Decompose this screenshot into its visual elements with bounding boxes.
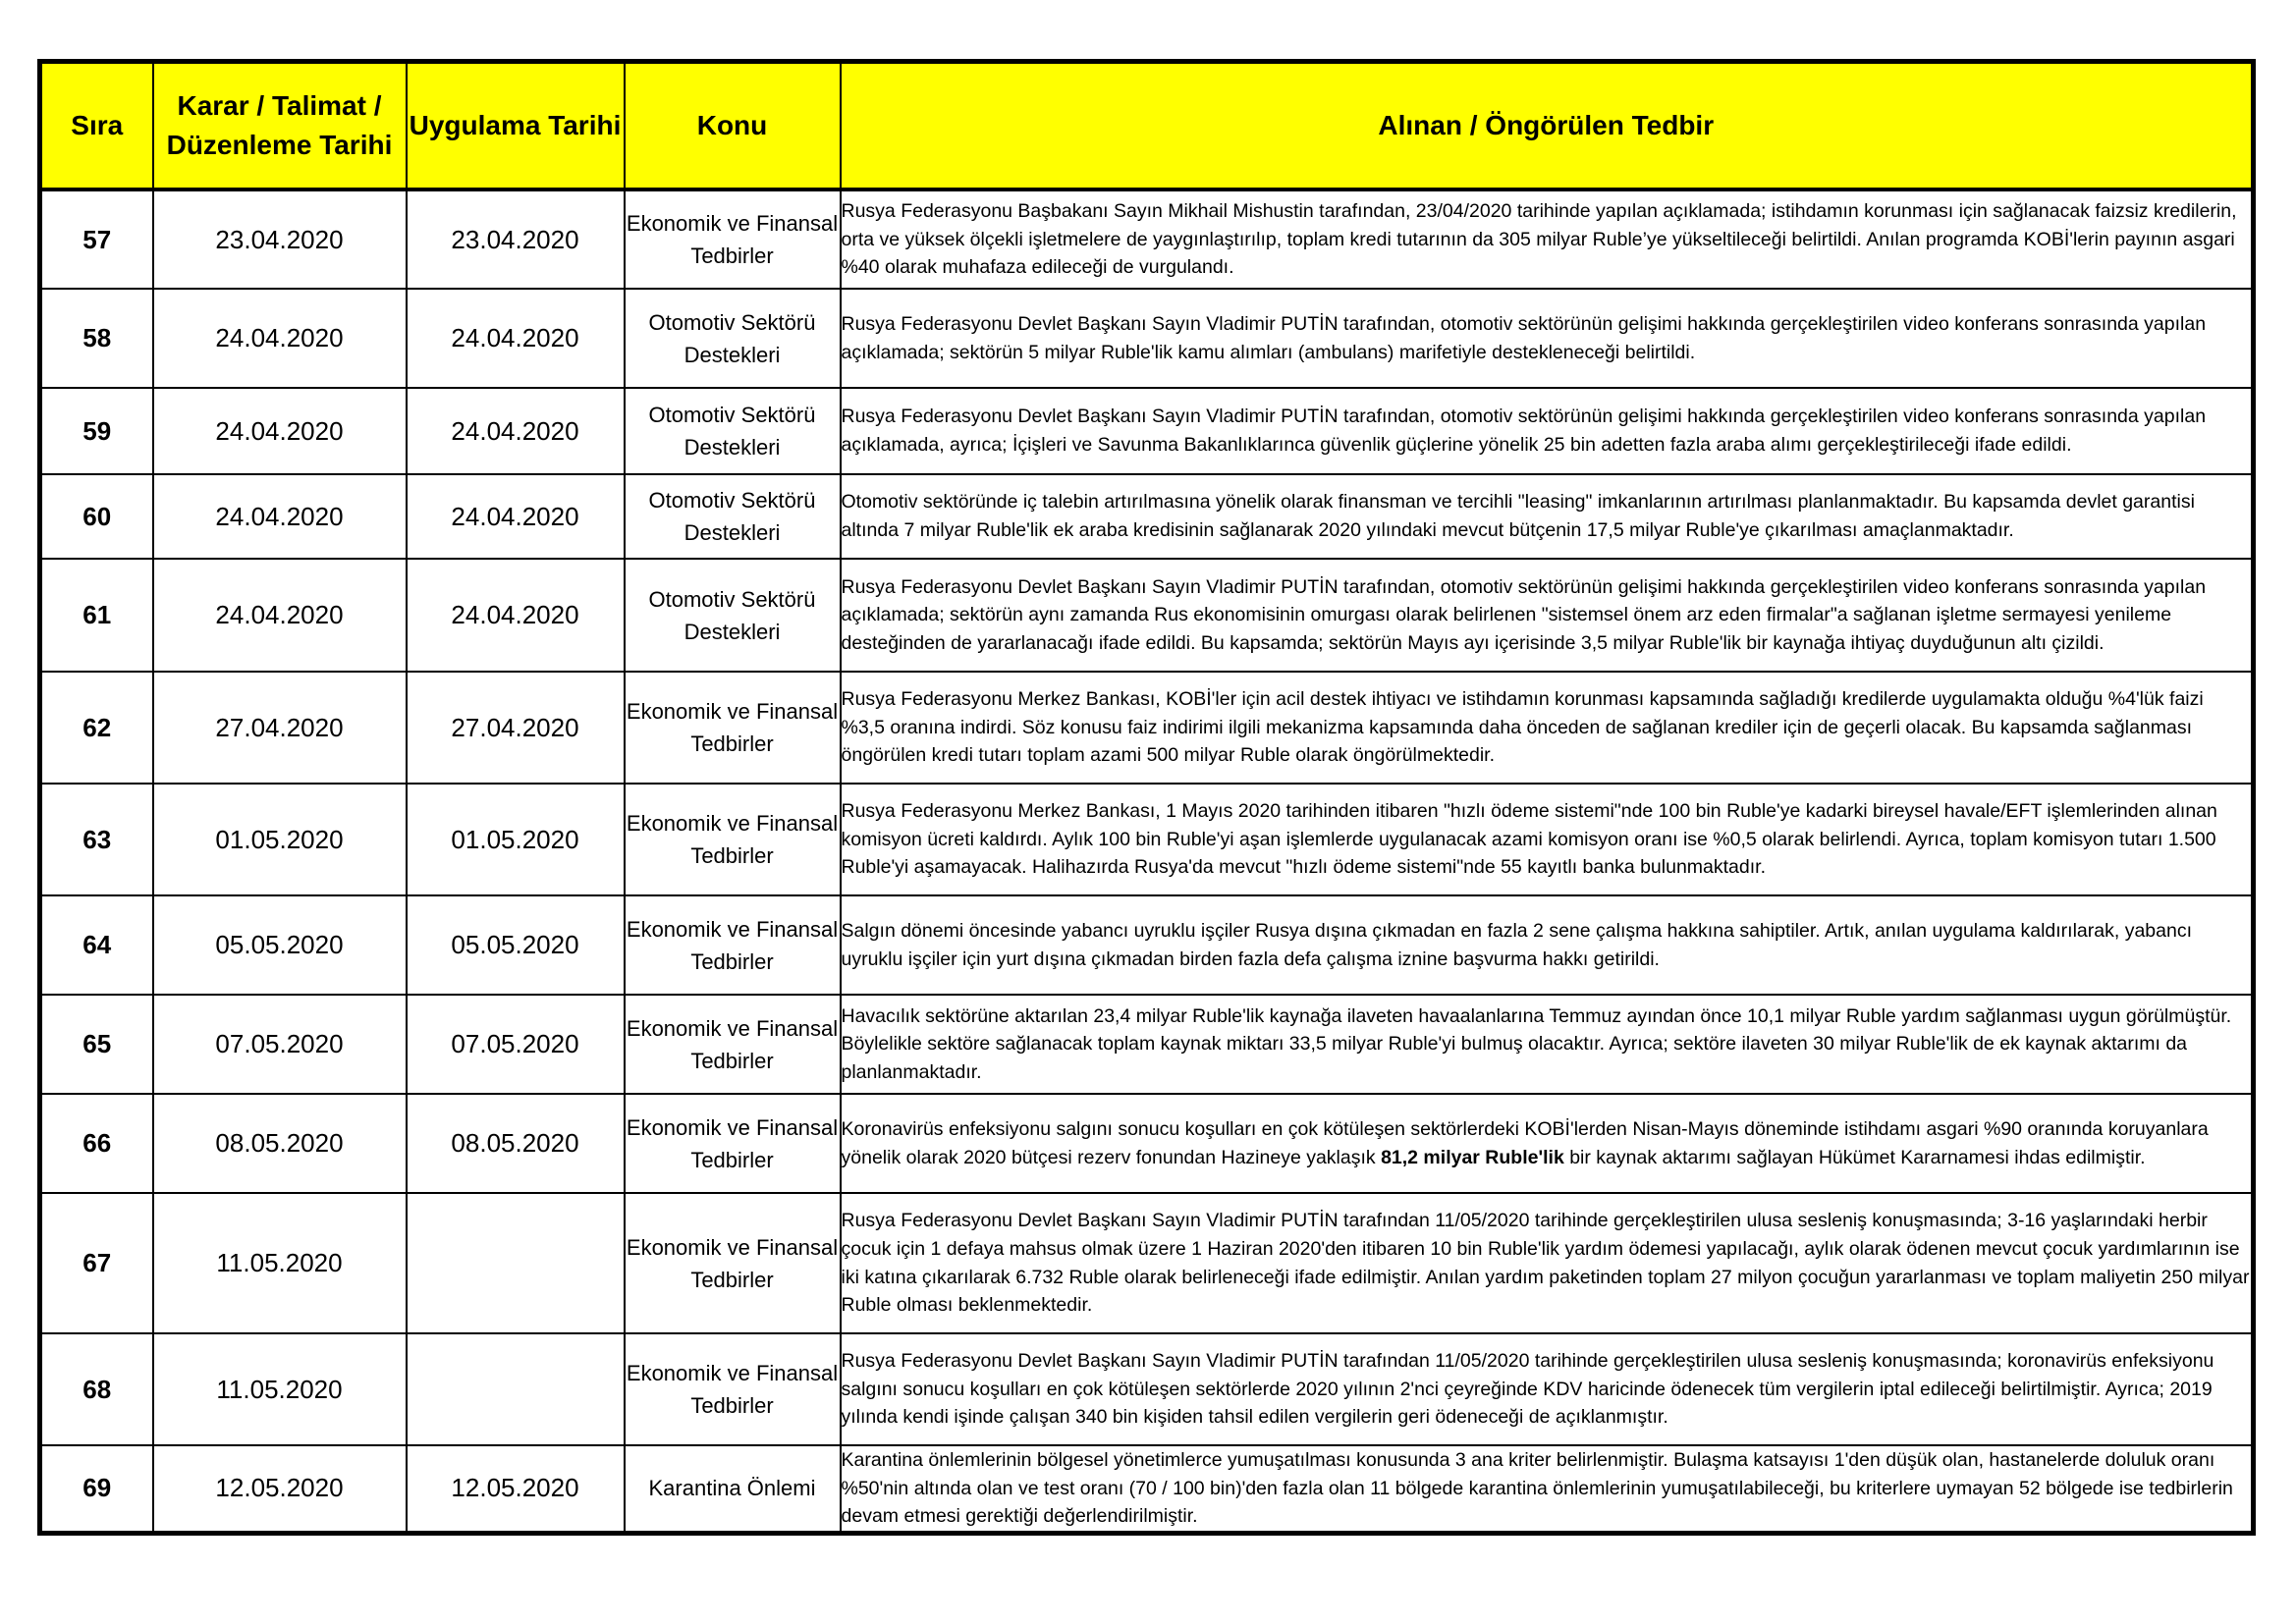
row-sira: 59 (40, 388, 153, 474)
row-karar-date: 05.05.2020 (153, 895, 407, 995)
row-uygulama-date: 08.05.2020 (407, 1094, 625, 1193)
row-uygulama-date (407, 1333, 625, 1445)
row-tedbir: Rusya Federasyonu Merkez Bankası, 1 Mayıs 2020 tarihinden itibaren "hızlı ödeme sistemi"nde 100 bin Ruble'ye kadarki bireysel havale/EFT işlemlerinden alınan komisyon ücreti kaldırdı. Aylık 100 bin Ruble'yi aşan işlemlerde uygulanacak azami komisyon oranı ise %0,5 olarak belirlendi. Ayrıca, toplam komisyon tutarı 1.500 Ruble'yi aşamayacak. Halihazırda Rusya'da mevcut "hızlı ödeme sistemi"nde 55 kayıtlı banka bulunmaktadır. (841, 784, 2254, 895)
row-sira: 65 (40, 995, 153, 1094)
row-sira: 63 (40, 784, 153, 895)
header-sira: Sıra (40, 62, 153, 190)
row-konu: Ekonomik ve Finansal Tedbirler (625, 1094, 841, 1193)
row-sira: 68 (40, 1333, 153, 1445)
row-tedbir: Rusya Federasyonu Başbakanı Sayın Mikhail Mishustin tarafından, 23/04/2020 tarihinde yapılan açıklamada; istihdamın korunması için sağlanacak faizsiz kredilerin, orta ve yüksek ölçekli işletmelere de yaygınlaştırılıp, toplam kredi tutarının da 305 milyar Ruble’ye yükseltileceği belirtildi. Anılan programda KOBİ'lerin payının asgari %40 olarak muhafaza edileceği de vurgulandı. (841, 189, 2254, 289)
row-karar-date: 27.04.2020 (153, 672, 407, 784)
table-row (40, 289, 2254, 388)
row-uygulama-date: 01.05.2020 (407, 784, 625, 895)
row-konu: Ekonomik ve Finansal Tedbirler (625, 895, 841, 995)
row-konu: Ekonomik ve Finansal Tedbirler (625, 1333, 841, 1445)
row-sira: 66 (40, 1094, 153, 1193)
table-header (40, 62, 2254, 190)
row-karar-date: 23.04.2020 (153, 189, 407, 289)
header-karar-tarihi: Karar / Talimat / Düzenleme Tarihi (153, 62, 407, 190)
row-sira: 69 (40, 1445, 153, 1533)
table-row (40, 189, 2254, 289)
row-uygulama-date: 12.05.2020 (407, 1445, 625, 1533)
table-row (40, 474, 2254, 559)
row-tedbir: Otomotiv sektöründe iç talebin artırılmasına yönelik olarak finansman ve tercihli "leasing" imkanlarının artırılması planlanmaktadır. Bu kapsamda devlet garantisi altında 7 milyar Ruble'lik ek araba kredisinin sağlanarak 2020 yılındaki mevcut bütçenin 17,5 milyar Ruble'ye çıkarılması amaçlanmaktadır. (841, 474, 2254, 559)
row-uygulama-date: 24.04.2020 (407, 388, 625, 474)
row-karar-date: 24.04.2020 (153, 388, 407, 474)
row-karar-date: 01.05.2020 (153, 784, 407, 895)
row-tedbir: Rusya Federasyonu Devlet Başkanı Sayın Vladimir PUTİN tarafından, otomotiv sektörünün gelişimi hakkında gerçekleştirilen video konferans sonrasında yapılan açıklamada; sektörün 5 milyar Ruble'lik kamu alımları (ambulans) marifetiyle destekleneceği belirtildi. (841, 289, 2254, 388)
row-uygulama-date (407, 1193, 625, 1333)
row-konu: Otomotiv Sektörü Destekleri (625, 388, 841, 474)
row-sira: 62 (40, 672, 153, 784)
tedbir-text: Koronavirüs enfeksiyonu salgını sonucu koşulları en çok kötüleşen sektörlerdeki KOBİ'lerden Nisan-Mayıs döneminde istihdamı asgari %90 oranında koruyanlara yönelik olarak 2020 bütçesi rezerv fonundan Hazineye yaklaşık (841, 1117, 2209, 1168)
row-karar-date: 07.05.2020 (153, 995, 407, 1094)
row-konu: Otomotiv Sektörü Destekleri (625, 474, 841, 559)
row-uygulama-date: 07.05.2020 (407, 995, 625, 1094)
row-tedbir: Havacılık sektörüne aktarılan 23,4 milyar Ruble'lik kaynağa ilaveten havaalanlarına Temmuz ayından önce 10,1 milyar Ruble yardım sağlanması uygun görülmüştür. Böylelikle sektöre sağlanacak toplam kaynak miktarı 33,5 milyar Ruble'yi bulmuş olacaktır. Ayrıca; sektöre ilaveten 30 milyar Ruble'lik de ek kaynak aktarımı da planlanmaktadır. (841, 995, 2254, 1094)
row-uygulama-date: 23.04.2020 (407, 189, 625, 289)
table-row (40, 1193, 2254, 1333)
row-tedbir: Rusya Federasyonu Devlet Başkanı Sayın Vladimir PUTİN tarafından 11/05/2020 tarihinde gerçekleştirilen ulusa sesleniş konuşmasında; koronavirüs enfeksiyonu salgını sonucu koşulları en çok kötüleşen sektörlerde 2020 yılının 2'nci çeyreğinde KDV haricinde ödenecek tüm vergilerin iptal edileceği belirtilmiştir. Ayrıca; 2019 yılında kendi işinde çalışan 340 bin kişiden tahsil edilen vergilerin geri ödeneceği de açıklanmıştır. (841, 1333, 2254, 1445)
row-konu: Ekonomik ve Finansal Tedbirler (625, 995, 841, 1094)
row-uygulama-date: 24.04.2020 (407, 559, 625, 672)
table-body (40, 189, 2254, 1533)
row-tedbir: Rusya Federasyonu Devlet Başkanı Sayın Vladimir PUTİN tarafından, otomotiv sektörünün gelişimi hakkında gerçekleştirilen video konferans sonrasında yapılan açıklamada; sektörün aynı zamanda Rus ekonomisinin omurgası olarak belirlenen "sistemsel önem arz eden firmalar"a sağlanan işletme sermayesi yenileme desteğinden de yararlanacağı ifade edildi. Bu kapsamda; sektörün Mayıs ayı içerisinde 3,5 milyar Ruble'lik bir kaynağa ihtiyaç duyduğunun altı çizildi. (841, 559, 2254, 672)
row-konu: Ekonomik ve Finansal Tedbirler (625, 784, 841, 895)
header-tedbir: Alınan / Öngörülen Tedbir (841, 62, 2254, 190)
row-uygulama-date: 24.04.2020 (407, 474, 625, 559)
table-row (40, 1445, 2254, 1533)
header-row (40, 62, 2254, 190)
row-tedbir: Rusya Federasyonu Merkez Bankası, KOBİ'ler için acil destek ihtiyacı ve istihdamın korunması kapsamında sağladığı kredilerde uygulamakta olduğu %4'lük faizi %3,5 oranına indirdi. Söz konusu faiz indirimi ilgili mekanizma kapsamında daha önceden de sağlanan krediler için de geçerli olacak. Bu kapsamda sağlanması öngörülen kredi tutarı toplam azami 500 milyar Ruble olarak öngörülmektedir. (841, 672, 2254, 784)
row-tedbir: Rusya Federasyonu Devlet Başkanı Sayın Vladimir PUTİN tarafından 11/05/2020 tarihinde gerçekleştirilen ulusa sesleniş konuşmasında; 3-16 yaşlarındaki herbir çocuk için 1 defaya mahsus olmak üzere 1 Haziran 2020'den itibaren 10 bin Ruble'lik yardım ödemesi yapılacağı, aylık olarak ödenen mevcut çocuk yardımlarının ise iki katına çıkarılarak 6.732 Ruble olarak belirleneceği ifade edilmiştir. Anılan yardım paketinden toplam 27 milyon çocuğun yararlanması ve toplam maliyetin 250 milyar Ruble olması beklenmektedir. (841, 1193, 2254, 1333)
table-row (40, 784, 2254, 895)
table-row (40, 895, 2254, 995)
row-tedbir: Salgın dönemi öncesinde yabancı uyruklu işçiler Rusya dışına çıkmadan en fazla 2 sene çalışma hakkına sahiptiler. Artık, anılan uygulama kaldırılarak, yabancı uyruklu işçiler için yurt dışına çıkmadan birden fazla defa çalışma iznine başvurma hakkı getirildi. (841, 895, 2254, 995)
table-row (40, 672, 2254, 784)
row-karar-date: 11.05.2020 (153, 1193, 407, 1333)
row-uygulama-date: 05.05.2020 (407, 895, 625, 995)
row-konu: Ekonomik ve Finansal Tedbirler (625, 1193, 841, 1333)
row-karar-date: 11.05.2020 (153, 1333, 407, 1445)
row-karar-date: 24.04.2020 (153, 559, 407, 672)
row-uygulama-date: 24.04.2020 (407, 289, 625, 388)
tedbir-highlight-amount: 81,2 milyar Ruble'lik (1381, 1146, 1564, 1168)
table-row (40, 559, 2254, 672)
row-karar-date: 12.05.2020 (153, 1445, 407, 1533)
measures-table (37, 59, 2256, 1536)
row-tedbir: Rusya Federasyonu Devlet Başkanı Sayın Vladimir PUTİN tarafından, otomotiv sektörünün gelişimi hakkında gerçekleştirilen video konferans sonrasında yapılan açıklamada, ayrıca; İçişleri ve Savunma Bakanlıklarınca güvenlik güçlerine yönelik 25 bin adetten fazla araba alımı gerçekleştirileceği ifade edildi. (841, 388, 2254, 474)
row-sira: 61 (40, 559, 153, 672)
row-konu: Otomotiv Sektörü Destekleri (625, 559, 841, 672)
row-konu: Otomotiv Sektörü Destekleri (625, 289, 841, 388)
row-karar-date: 24.04.2020 (153, 289, 407, 388)
table-row (40, 1333, 2254, 1445)
row-sira: 67 (40, 1193, 153, 1333)
row-tedbir: Karantina önlemlerinin bölgesel yönetimlerce yumuşatılması konusunda 3 ana kriter belirlenmiştir. Bulaşma katsayısı 1'den düşük olan, hastanelerde doluluk oranı %50'nin altında olan ve test oranı (70 / 100 bin)'den fazla olan 11 bölgede karantina önlemlerinin yumuşatılabileceği, bu kriterlere uymayan 52 bölgede ise tedbirlerin devam etmesi gerektiği değerlendirilmiştir. (841, 1445, 2254, 1533)
tedbir-text: bir kaynak aktarımı sağlayan Hükümet Kararnamesi ihdas edilmiştir. (1563, 1146, 2146, 1168)
row-tedbir (841, 1094, 2254, 1193)
header-konu: Konu (625, 62, 841, 190)
table-row (40, 995, 2254, 1094)
row-sira: 64 (40, 895, 153, 995)
row-karar-date: 08.05.2020 (153, 1094, 407, 1193)
row-konu: Ekonomik ve Finansal Tedbirler (625, 189, 841, 289)
row-sira: 58 (40, 289, 153, 388)
header-uygulama-tarihi: Uygulama Tarihi (407, 62, 625, 190)
table-row (40, 1094, 2254, 1193)
row-uygulama-date: 27.04.2020 (407, 672, 625, 784)
row-konu: Karantina Önlemi (625, 1445, 841, 1533)
row-sira: 60 (40, 474, 153, 559)
table-row (40, 388, 2254, 474)
row-konu: Ekonomik ve Finansal Tedbirler (625, 672, 841, 784)
row-sira: 57 (40, 189, 153, 289)
row-karar-date: 24.04.2020 (153, 474, 407, 559)
